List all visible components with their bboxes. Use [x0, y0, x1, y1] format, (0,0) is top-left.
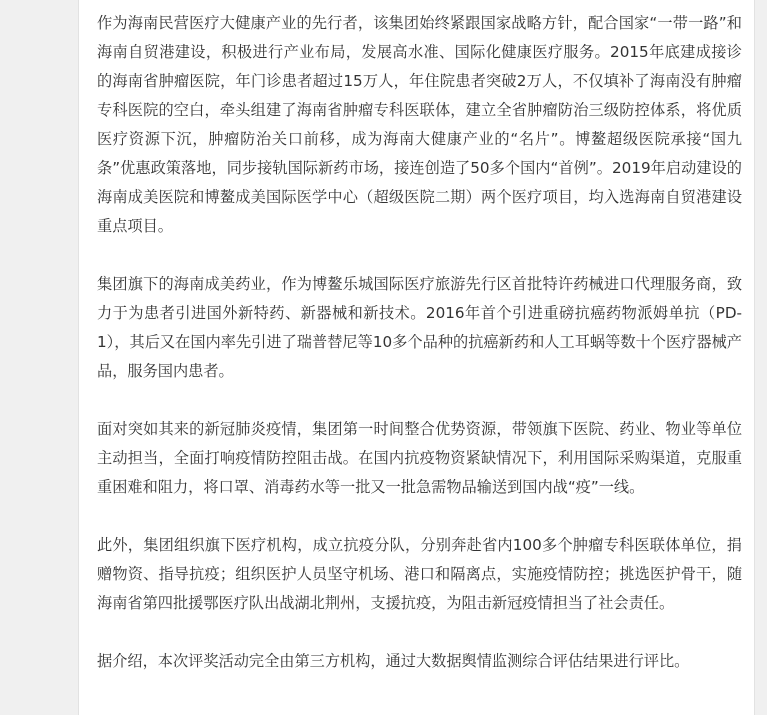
article-paragraph-4: 此外，集团组织旗下医疗机构，成立抗疫分队，分别奔赴省内100多个肿瘤专科医联体单位，捐赠物资、指导抗疫；组织医护人员坚守机场、港口和隔离点，实施疫情防控；挑选医护骨干，随海南省第四批援鄂医疗队出战湖北荆州，支援抗疫，为阻击新冠疫情担当了社会责任。 [97, 536, 742, 612]
article-body [97, 9, 742, 705]
article-page [78, 0, 755, 715]
article-paragraph-2: 集团旗下的海南成美药业，作为博鳌乐城国际医疗旅游先行区首批特许药械进口代理服务商，致力于为患者引进国外新特药、新器械和新技术。2016年首个引进重磅抗癌药物派姆单抗（PD-1），其后又在国内率先引进了瑞普替尼等10多个品种的抗癌新药和人工耳蜗等数十个医疗器械产品，服务国内患者。 [97, 275, 742, 380]
article-paragraph-5: 据介绍，本次评奖活动完全由第三方机构，通过大数据舆情监测综合评估结果进行评比。 [97, 652, 690, 670]
article-paragraph-1: 作为海南民营医疗大健康产业的先行者，该集团始终紧跟国家战略方针，配合国家“一带一路”和海南自贸港建设，积极进行产业布局，发展高水准、国际化健康医疗服务。2015年底建成接诊的海南省肿瘤医院，年门诊患者超过15万人，年住院患者突破2万人，不仅填补了海南没有肿瘤专科医院的空白，牵头组建了海南省肿瘤专科医联体，建立全省肿瘤防治三级防控体系，将优质医疗资源下沉，肿瘤防治关口前移，成为海南大健康产业的“名片”。博鳌超级医院承接“国九条”优惠政策落地，同步接轨国际新药市场，接连创造了50多个国内“首例”。2019年启动建设的海南成美医院和博鳌成美国际医学中心（超级医院二期）两个医疗项目，均入选海南自贸港建设重点项目。 [97, 14, 742, 235]
article-paragraph-3: 面对突如其来的新冠肺炎疫情，集团第一时间整合优势资源，带领旗下医院、药业、物业等单位主动担当，全面打响疫情防控阻击战。在国内抗疫物资紧缺情况下，利用国际采购渠道，克服重重困难和阻力，将口罩、消毒药水等一批又一批急需物品输送到国内战“疫”一线。 [97, 420, 742, 496]
